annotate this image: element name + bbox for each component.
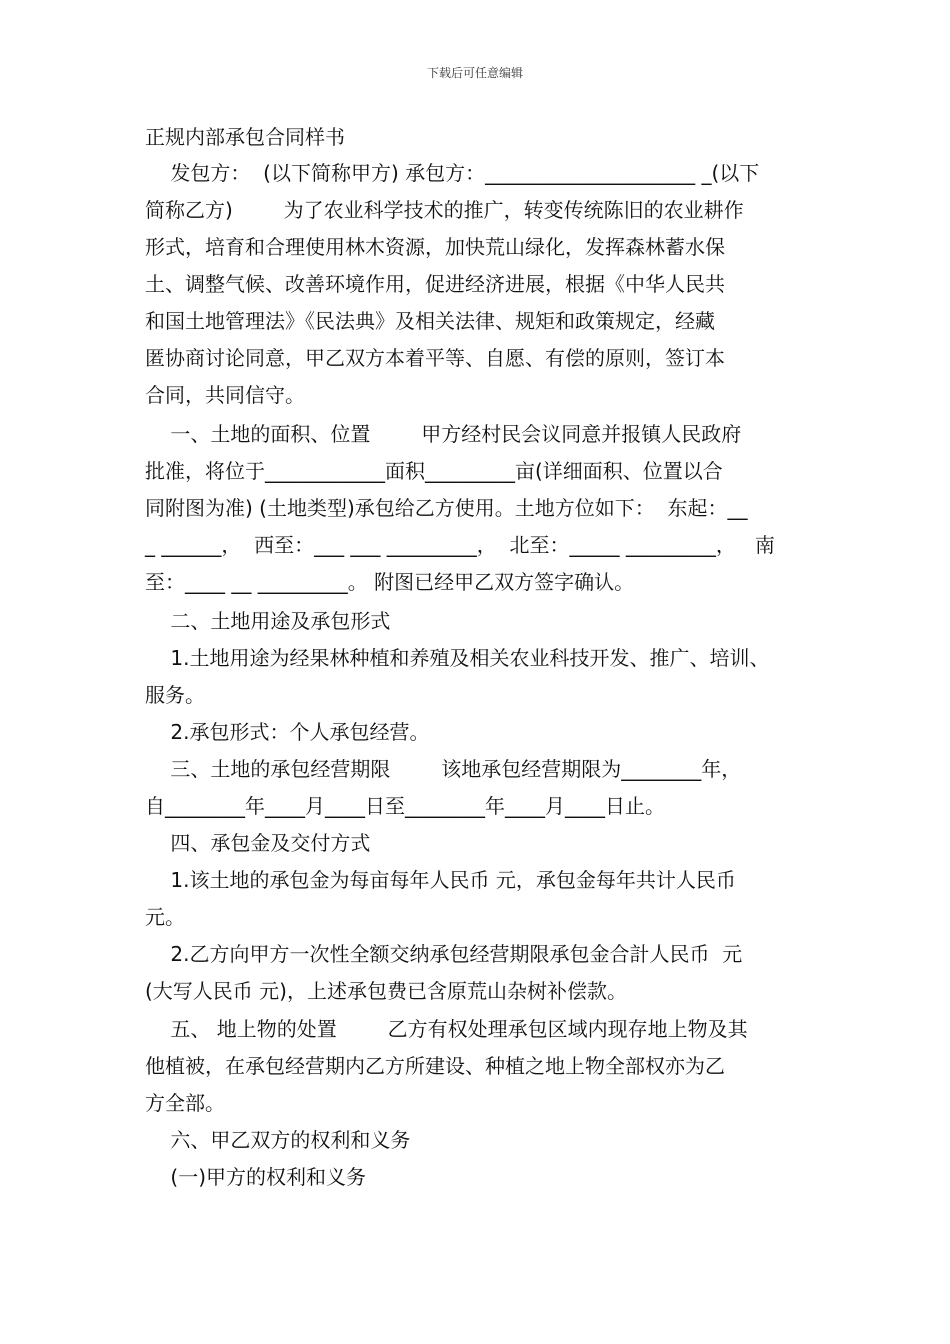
paragraph-line: 同附图为准) (土地类型)承包给乙方使用。土地方位如下： 东起：__ xyxy=(145,496,748,520)
header-note: 下载后可任意编辑 xyxy=(426,66,523,80)
paragraph-line: 2.承包形式：个人承包经营。 xyxy=(145,720,430,744)
paragraph-line: 和国土地管理法》《民法典》及相关法律、规矩和政策规定，经藏 xyxy=(145,309,715,333)
paragraph-line: 元。 xyxy=(145,905,185,929)
paragraph-line: 1.土地用途为经果林种植和养殖及相关农业科技开发、推广、培训、 xyxy=(145,646,770,670)
section-heading: 五、 地上物的处置 乙方有权处理承包区域内现存地上物及其 xyxy=(145,1017,748,1041)
paragraph-line: 形式，培育和合理使用林木资源，加快荒山绿化，发挥森林蓄水保 xyxy=(145,235,725,259)
paragraph-line: 合同，共同信守。 xyxy=(145,383,305,407)
paragraph-line: 2.乙方向甲方一次性全额交纳承包经营期限承包金合計人民币 元 xyxy=(145,942,743,966)
paragraph-line: 土、调整气候、改善环境作用，促进经济进展，根据《中华人民共 xyxy=(145,272,725,296)
paragraph-line: _ ______， 西至：___ ___ _________， 北至：_____ _________， 南 xyxy=(145,533,775,557)
paragraph-line: 至：____ __ _________。 附图已经甲乙双方签字确认。 xyxy=(145,570,635,594)
section-heading: 一、土地的面积、位置 甲方经村民会议同意并报镇人民政府 xyxy=(145,422,742,446)
paragraph-line: 发包方： (以下简称甲方) 承包方：_____________________ _(以下 xyxy=(145,161,760,185)
section-heading: 二、土地用途及承包形式 xyxy=(145,609,391,633)
paragraph-line: 自________年____月____日至________年____月____日止。 xyxy=(145,794,665,818)
section-heading: 六、甲乙双方的权利和义务 xyxy=(145,1128,411,1152)
paragraph-line: 方全部。 xyxy=(145,1091,225,1115)
paragraph-line: 他植被，在承包经营期内乙方所建设、种植之地上物全部权亦为乙 xyxy=(145,1054,725,1078)
section-heading: 四、承包金及交付方式 xyxy=(145,831,371,855)
paragraph-line: 1.该土地的承包金为每亩每年人民币 元，承包金每年共计人民币 xyxy=(145,868,736,892)
paragraph-line: (大写人民币 元)，上述承包费已含原荒山杂树补偿款。 xyxy=(145,979,627,1003)
document-title: 正规内部承包合同样书 xyxy=(145,125,345,149)
paragraph-line: 服务。 xyxy=(145,683,205,707)
paragraph-line: 简称乙方) 为了农业科学技术的推广，转变传统陈旧的农业耕作 xyxy=(145,198,744,222)
paragraph-line: 批准，将位于____________面积_________亩(详细面积、位置以合 xyxy=(145,459,723,483)
section-heading: 三、土地的承包经营期限 该地承包经营期限为________年， xyxy=(145,757,742,781)
paragraph-line: 匿协商讨论同意，甲乙双方本着平等、自愿、有偿的原则，签订本 xyxy=(145,346,725,370)
subsection-heading: (一)甲方的权利和义务 xyxy=(145,1165,367,1189)
